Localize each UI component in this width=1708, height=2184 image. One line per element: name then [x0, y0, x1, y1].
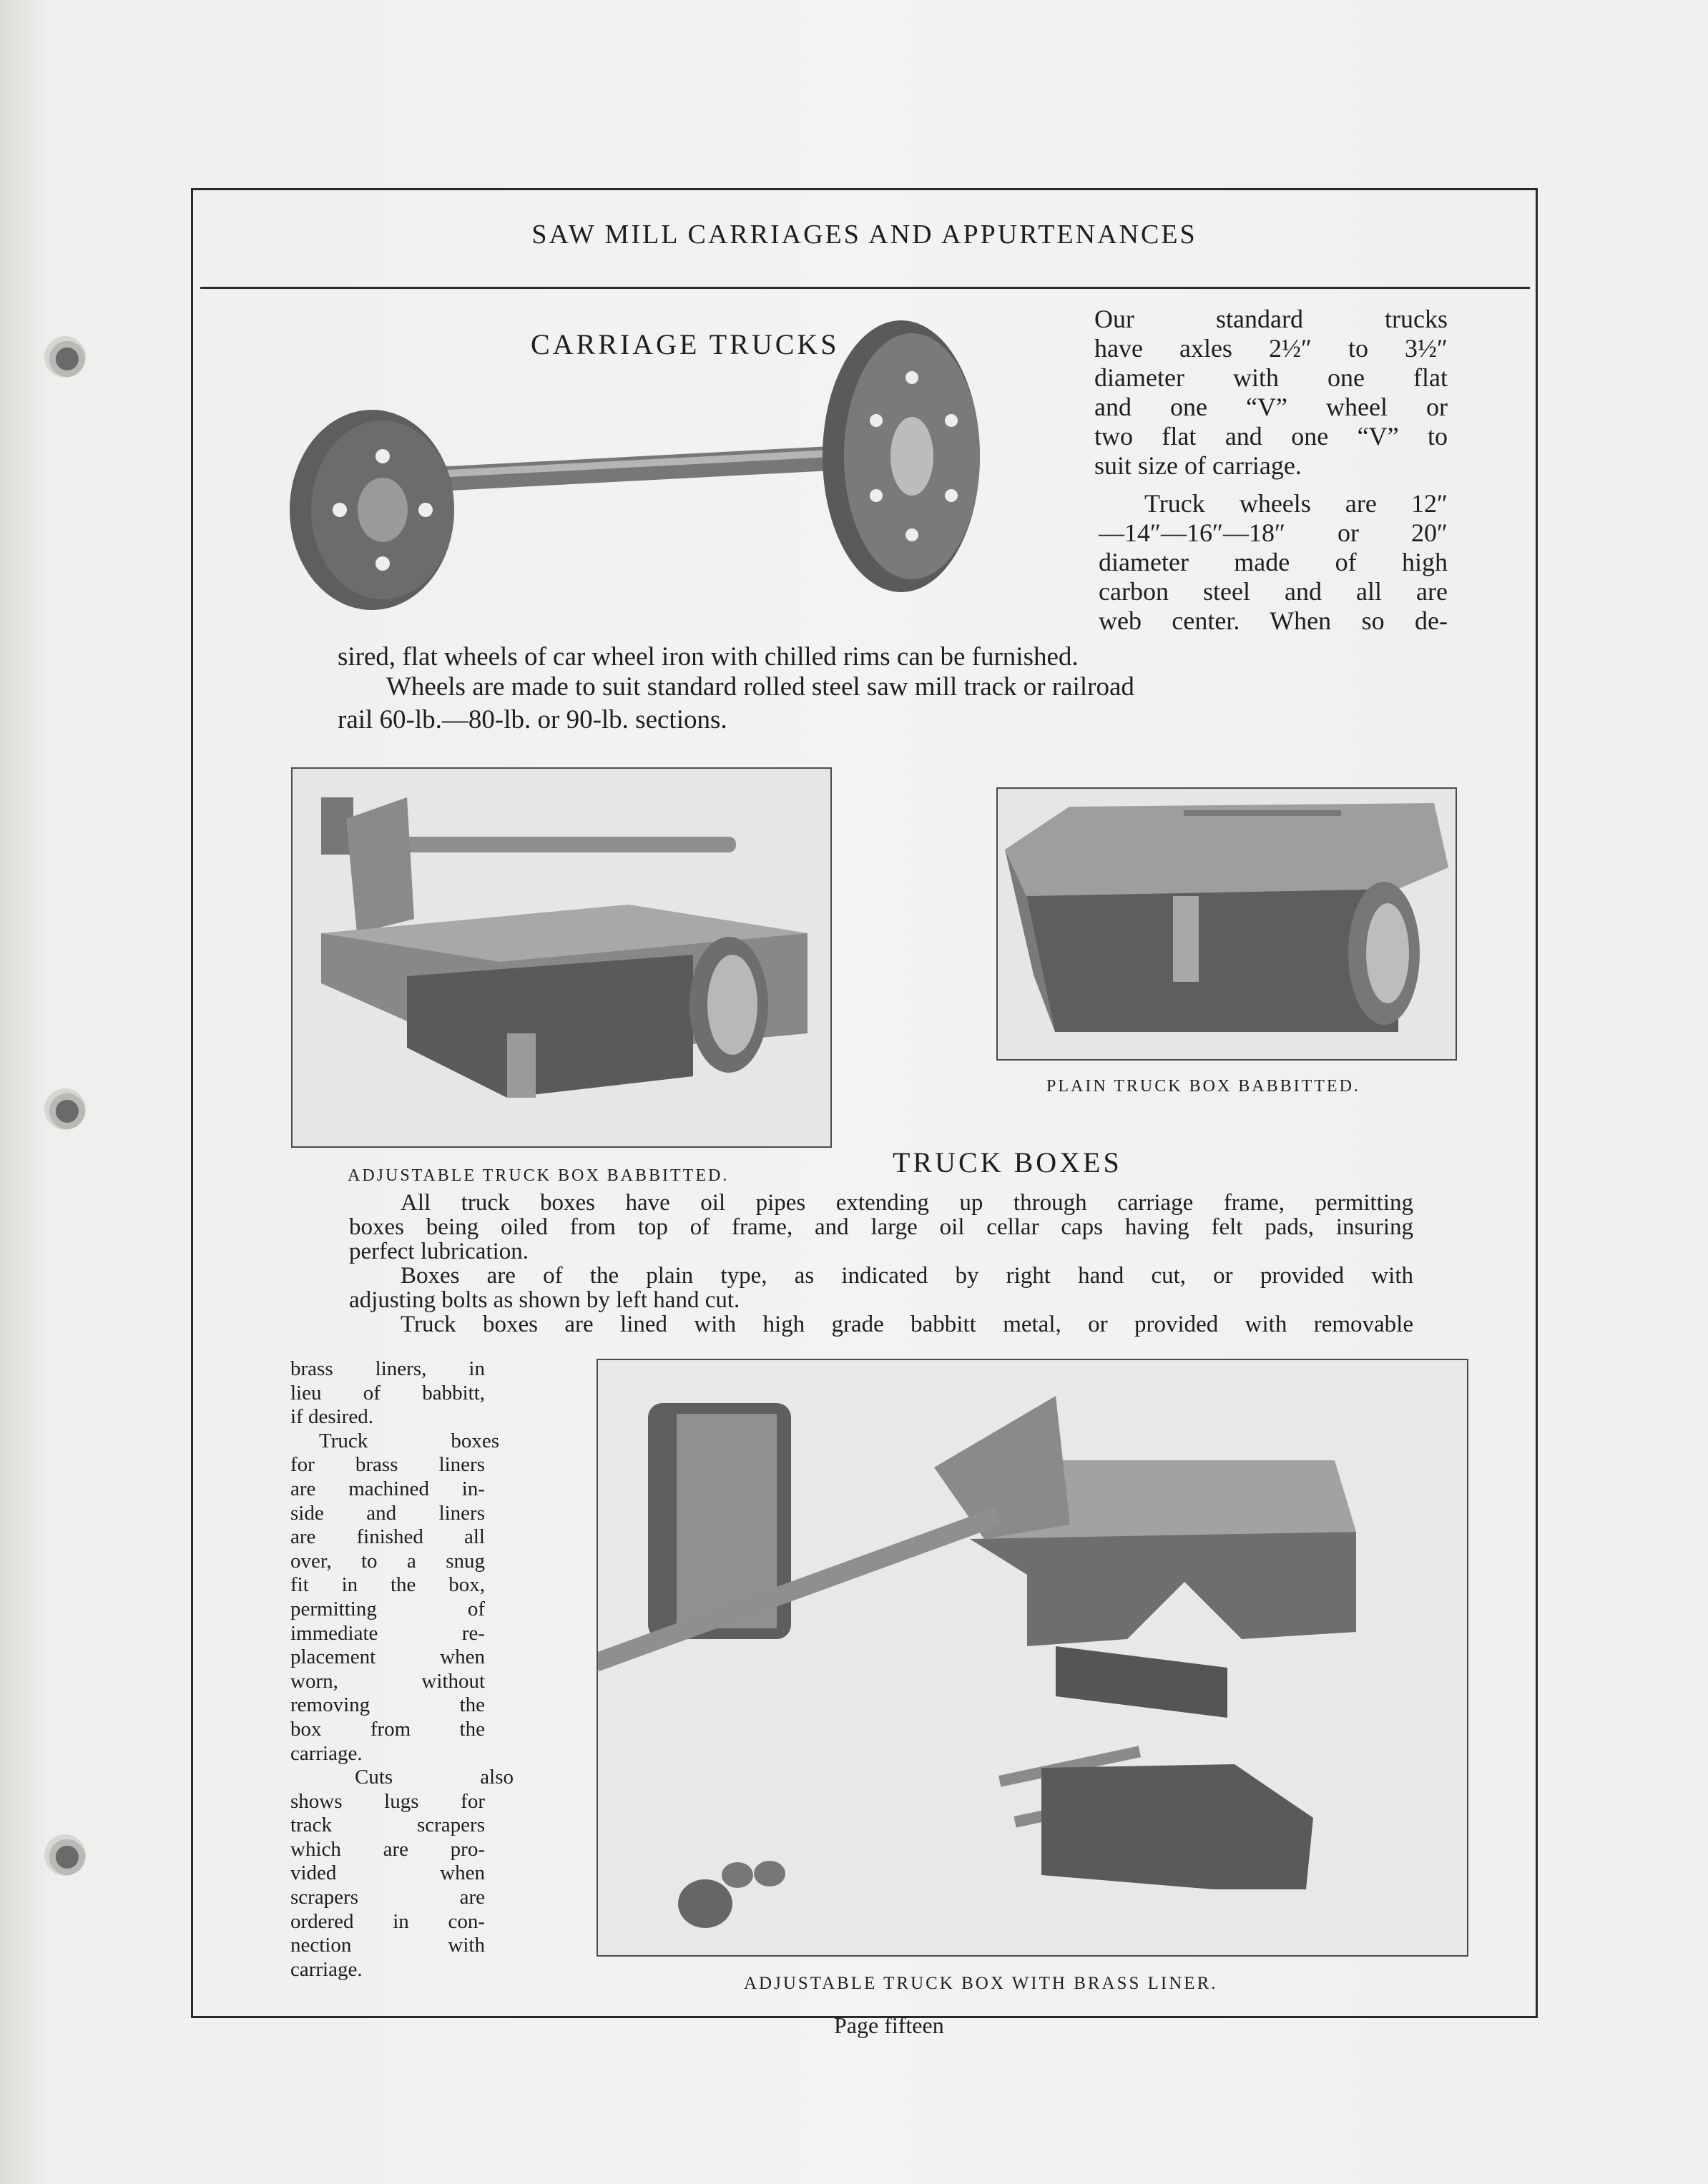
carriage-trucks-title: CARRIAGE TRUCKS — [531, 328, 840, 360]
column-line: which are pro- — [290, 1837, 485, 1861]
binder-hole — [44, 336, 86, 378]
column-line: Cuts also — [355, 1766, 514, 1789]
brass-liner-caption: ADJUSTABLE TRUCK BOX WITH BRASS LINER. — [744, 1974, 1218, 1993]
column-line: side and liners — [290, 1501, 485, 1525]
truck-text-line: have axles 2½″ to 3½″ — [1094, 334, 1448, 363]
truck-text-line: suit size of carriage. — [1094, 451, 1302, 480]
truck-text-line: —14″—16″—18″ or 20″ — [1099, 518, 1448, 547]
column-line: immediate re- — [290, 1621, 485, 1645]
truck-boxes-title: TRUCK BOXES — [893, 1146, 1122, 1179]
truck-text-line: sired, flat wheels of car wheel iron with chilled rims can be furnished. — [338, 642, 1079, 672]
column-line: permitting of — [290, 1597, 485, 1620]
column-line: ordered in con- — [290, 1909, 485, 1933]
brass-liner-truck-box-image — [597, 1359, 1468, 1957]
brass-liner-column — [290, 1357, 514, 1982]
column-line: are finished all — [290, 1525, 485, 1549]
adjustable-truck-box-image — [291, 767, 832, 1148]
column-line: carriage. — [290, 1741, 363, 1765]
column-line: for brass liners — [290, 1453, 485, 1477]
truck-text-line: carbon steel and all are — [1099, 577, 1448, 606]
column-line: shows lugs for — [290, 1789, 485, 1813]
column-line: fit in the box, — [290, 1573, 485, 1597]
column-line: are machined in- — [290, 1477, 485, 1500]
box-text-line: Truck boxes are lined with high grade babbitt metal, or provided with removable — [401, 1312, 1413, 1337]
truck-text-line: diameter with one flat — [1094, 363, 1448, 392]
carriage-truck-image — [283, 313, 1091, 635]
column-line: box from the — [290, 1717, 485, 1741]
column-line: brass liners, in — [290, 1357, 485, 1380]
box-text-line: boxes being oiled from top of frame, and large oil cellar caps having felt pads, insuring — [349, 1214, 1413, 1240]
column-line: placement when — [290, 1646, 485, 1669]
truck-text-line: web center. When so de- — [1099, 606, 1448, 635]
box-text-line: perfect lubrication. — [349, 1239, 529, 1264]
column-line: worn, without — [290, 1669, 485, 1693]
box-text-line: Boxes are of the plain type, as indicated by right hand cut, or provided with — [401, 1263, 1413, 1289]
column-line: carriage. — [290, 1957, 363, 1981]
column-line: nection with — [290, 1934, 485, 1957]
box-text-line: adjusting bolts as shown by left hand cut. — [349, 1287, 740, 1313]
column-line: if desired. — [290, 1405, 373, 1429]
truck-text-line: two flat and one “V” to — [1094, 422, 1448, 451]
page-header: SAW MILL CARRIAGES AND APPURTENANCES — [531, 220, 1197, 250]
binder-hole — [44, 1088, 86, 1130]
page-number: Page fifteen — [834, 2012, 944, 2038]
column-line: lieu of babbitt, — [290, 1381, 485, 1405]
truck-text-line: Wheels are made to suit standard rolled steel saw mill track or railroad — [386, 672, 1134, 702]
column-line: vided when — [290, 1861, 485, 1885]
column-line: Truck boxes — [319, 1429, 499, 1452]
truck-text-line: Truck wheels are 12″ — [1144, 489, 1448, 518]
header-rule — [200, 287, 1530, 289]
column-line: over, to a snug — [290, 1549, 485, 1573]
truck-text-line: and one “V” wheel or — [1094, 393, 1448, 421]
adjustable-truck-box-caption: ADJUSTABLE TRUCK BOX BABBITTED. — [348, 1166, 730, 1185]
truck-text-line: Our standard trucks — [1094, 305, 1448, 333]
column-line: track scrapers — [290, 1814, 485, 1837]
truck-text-line: rail 60-lb.—80-lb. or 90-lb. sections. — [338, 705, 727, 734]
plain-truck-box-image — [996, 787, 1457, 1061]
column-line: scrapers are — [290, 1886, 485, 1909]
column-line: removing the — [290, 1693, 485, 1717]
box-text-line: All truck boxes have oil pipes extending up through carriage frame, permitting — [401, 1190, 1413, 1216]
plain-truck-box-caption: PLAIN TRUCK BOX BABBITTED. — [1046, 1077, 1360, 1096]
truck-text-line: diameter made of high — [1099, 548, 1448, 576]
binder-hole — [44, 1834, 86, 1876]
